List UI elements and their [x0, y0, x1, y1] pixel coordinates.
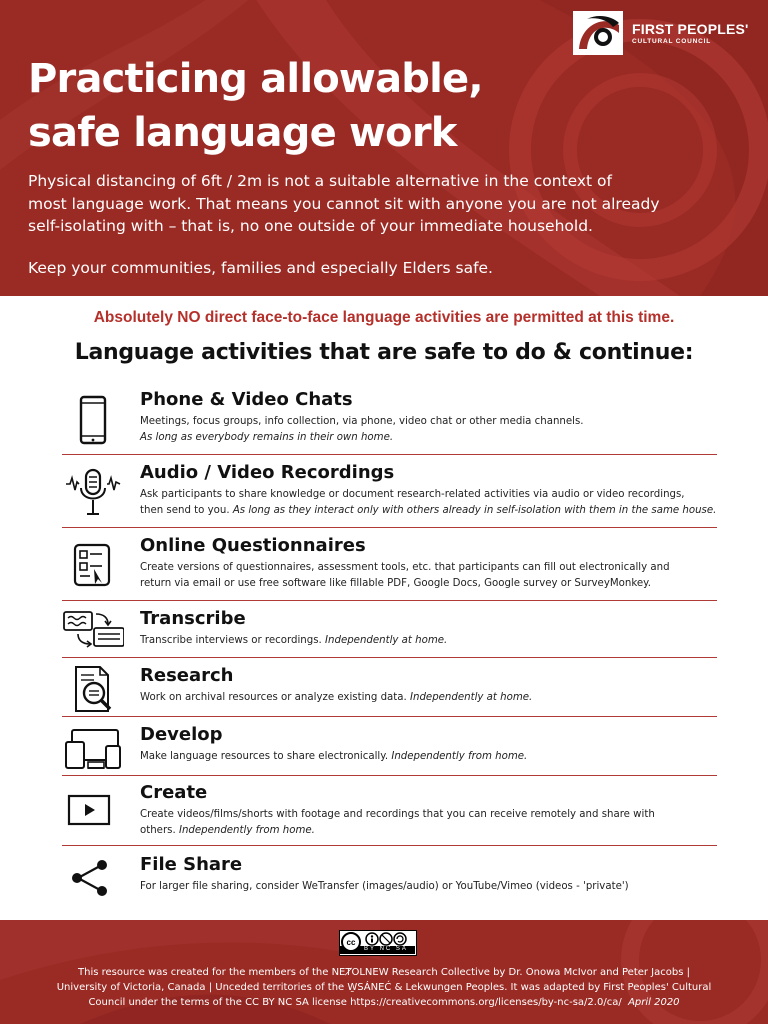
logo-mark-icon	[573, 11, 623, 55]
description-emphasis: Independently at home.	[410, 692, 533, 703]
activity-title: Research	[140, 665, 234, 686]
footer-line: University of Victoria, Canada | Unceded territories of the W̱SÁNEĆ & Lekwungen Peoples. It was adapted by First Peoples' Cultural	[56, 982, 712, 993]
description-emphasis: As long as everybody remains in their own home.	[140, 431, 394, 443]
share-icon	[62, 854, 124, 910]
activity-title: File Share	[140, 854, 243, 875]
description-line: Create versions of questionnaires, assessment tools, etc. that participants can fill out electronically and	[140, 562, 670, 573]
brand-logo	[573, 11, 749, 55]
activity-description	[140, 560, 720, 591]
description-line: Create videos/films/shorts with footage and recordings that you can receive remotely and share with	[140, 809, 655, 820]
description-emphasis: As long as they interact only with others already in self-isolation with them in the same house.	[232, 504, 717, 516]
description-line: Transcribe interviews or recordings.	[140, 635, 322, 646]
activity-develop	[62, 720, 717, 776]
devices-icon	[62, 724, 124, 780]
smartphone-icon	[62, 393, 124, 449]
activity-description	[140, 487, 730, 518]
description-line: Ask participants to share knowledge or document research-related activities via audio or video recordings,	[140, 489, 685, 500]
description-line: For larger file sharing, consider WeTransfer (images/audio) or YouTube/Vimeo (videos - 'private')	[140, 881, 629, 892]
activity-audio-video-recordings	[62, 458, 717, 528]
activity-online-questionnaires	[62, 531, 717, 601]
activity-title: Develop	[140, 724, 223, 745]
activity-file-share	[62, 850, 717, 910]
license-badge-label: BY NC SA	[364, 946, 408, 952]
activity-phone-video-chats	[62, 385, 717, 455]
activity-description	[140, 749, 720, 765]
activity-research	[62, 661, 717, 717]
page-title	[28, 52, 483, 160]
activity-description	[140, 414, 720, 445]
creative-commons-badge	[339, 930, 417, 956]
activity-description	[140, 879, 720, 895]
research-icon	[62, 663, 124, 719]
title-line-1: Practicing allowable,	[28, 56, 483, 102]
description-emphasis: Independently at home.	[325, 635, 448, 646]
intro-line: self-isolating with – that is, no one outside of your immediate household.	[28, 217, 593, 235]
description-line: return via email or use free software like fillable PDF, Google Docs, Google survey or SurveyMonkey.	[140, 577, 651, 589]
brand-name: FIRST PEOPLES'	[632, 21, 749, 37]
microphone-icon	[62, 466, 124, 522]
description-line: then send to you.	[140, 504, 230, 516]
footer-banner	[0, 920, 768, 1024]
video-play-icon	[62, 784, 124, 840]
intro-paragraph	[28, 170, 748, 238]
activity-title: Phone & Video Chats	[140, 389, 353, 410]
title-line-2: safe language work	[28, 110, 457, 156]
transcribe-icon	[62, 606, 124, 662]
activity-description	[140, 807, 720, 838]
activity-description	[140, 633, 720, 649]
svg-text:cc: cc	[346, 938, 356, 947]
activity-title: Online Questionnaires	[140, 535, 366, 556]
footer-license-link[interactable]: Council under the terms of the CC BY NC SA license https://creativecommons.org/licenses/by-nc-sa/2.0/ca/	[88, 997, 622, 1008]
description-line: Meetings, focus groups, info collection, via phone, video chat or other media channels.	[140, 416, 584, 427]
activity-description	[140, 690, 720, 706]
description-line: Work on archival resources or analyze existing data.	[140, 692, 407, 703]
intro-line: Physical distancing of 6ft / 2m is not a suitable alternative in the context of	[28, 172, 612, 190]
description-line: others.	[140, 824, 179, 836]
intro-safety-line: Keep your communities, families and especially Elders safe.	[28, 259, 493, 277]
warning-text: Absolutely NO direct face-to-face language activities are permitted at this time.	[93, 309, 675, 326]
activity-transcribe	[62, 604, 717, 658]
footer-credits	[0, 965, 768, 1010]
section-heading: Language activities that are safe to do & continue:	[74, 340, 694, 365]
description-emphasis: Independently from home.	[178, 824, 315, 836]
activity-title: Transcribe	[140, 608, 246, 629]
footer-line: This resource was created for the members of the NEȾOLNEW Research Collective by Dr. Onowa McIvor and Peter Jacobs |	[78, 967, 690, 978]
header-banner	[0, 0, 768, 296]
questionnaire-icon	[62, 539, 124, 595]
intro-line: most language work. That means you cannot sit with anyone you are not already	[28, 194, 660, 213]
description-emphasis: Independently from home.	[391, 751, 528, 762]
activity-create	[62, 778, 717, 846]
activity-title: Audio / Video Recordings	[140, 462, 395, 483]
brand-subtitle: CULTURAL COUNCIL	[632, 38, 711, 45]
activity-title: Create	[140, 782, 208, 803]
footer-date: April 2020	[628, 997, 680, 1008]
description-line: Make language resources to share electronically.	[140, 751, 389, 762]
